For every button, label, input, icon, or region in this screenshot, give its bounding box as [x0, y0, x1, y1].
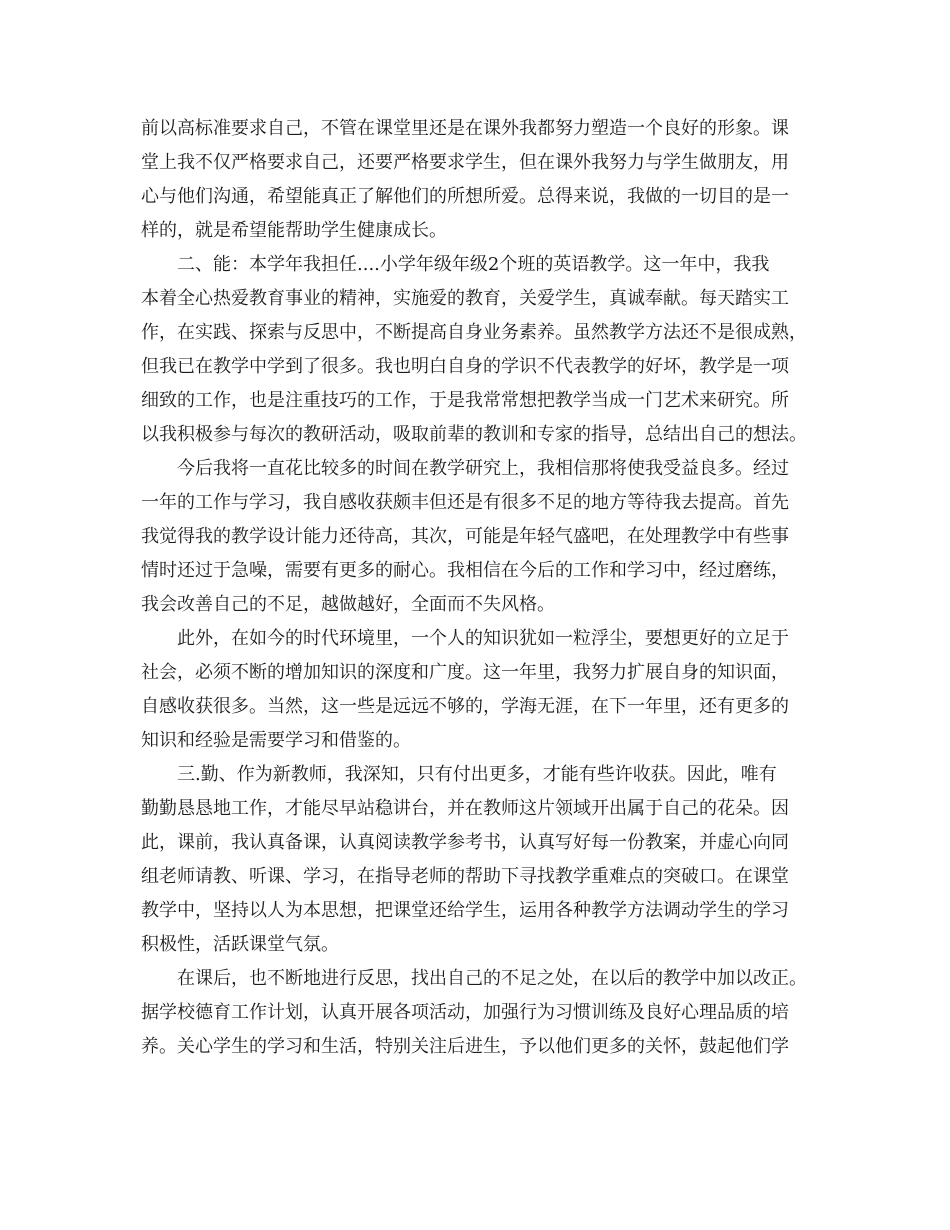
paragraph-4 — [141, 622, 831, 758]
text-line: 堂上我不仅严格要求自己，还要严格要求学生，但在课外我努力与学生做朋友，用 — [141, 152, 789, 173]
text-line: 社会，必须不断的增加知识的深度和广度。这一年里，我努力扩展自身的知识面， — [141, 662, 789, 683]
text-line: 细致的工作，也是注重技巧的工作，于是我常常想把教学当成一门艺术来研究。所 — [141, 390, 789, 411]
text-line: 教学中，坚持以人为本思想，把课堂还给学生，运用各种教学方法调动学生的学习 — [141, 900, 789, 921]
text-line: 样的，就是希望能帮助学生健康成长。 — [141, 220, 447, 241]
text-line: 知识和经验是需要学习和借鉴的。 — [141, 730, 411, 751]
paragraph-6 — [141, 962, 831, 1064]
text-line: 养。关心学生的学习和生活，特别关注后进生，予以他们更多的关怀，鼓起他们学 — [141, 1036, 789, 1057]
text-line: 我会改善自己的不足，越做越好，全面而不失风格。 — [141, 594, 555, 615]
text-line: 积极性，活跃课堂气氛。 — [141, 934, 339, 955]
text-line: 二、能：本学年我担任....小学年级年级2个班的英语教学。这一年中，我我 — [177, 254, 770, 275]
paragraph-5 — [141, 758, 831, 962]
text-line: 前以高标准要求自己，不管在课堂里还是在课外我都努力塑造一个良好的形象。课 — [141, 118, 789, 139]
paragraph-2 — [141, 248, 831, 452]
text-line: 组老师请教、听课、学习，在指导老师的帮助下寻找教学重难点的突破口。在课堂 — [141, 866, 789, 887]
text-line: 但我已在教学中学到了很多。我也明白自身的学识不代表教学的好坏，教学是一项 — [141, 356, 789, 377]
text-line: 据学校德育工作计划，认真开展各项活动，加强行为习惯训练及良好心理品质的培 — [141, 1002, 789, 1023]
text-line: 三.勤、作为新教师，我深知，只有付出更多，才能有些许收获。因此，唯有 — [177, 764, 777, 785]
text-line: 本着全心热爱教育事业的精神，实施爱的教育，关爱学生，真诚奉献。每天踏实工 — [141, 288, 789, 309]
text-line: 在课后，也不断地进行反思，找出自己的不足之处，在以后的教学中加以改正。 — [177, 968, 807, 989]
text-line: 我觉得我的教学设计能力还待高，其次，可能是年轻气盛吧，在处理教学中有些事 — [141, 526, 789, 547]
text-line: 今后我将一直花比较多的时间在教学研究上，我相信那将使我受益良多。经过 — [177, 458, 789, 479]
paragraph-1 — [141, 112, 831, 248]
text-line: 作，在实践、探索与反思中，不断提高自身业务素养。虽然教学方法还不是很成熟， — [141, 322, 807, 343]
document-body — [141, 112, 831, 1064]
text-line: 以我积极参与每次的教研活动，吸取前辈的教训和专家的指导，总结出自己的想法。 — [141, 424, 807, 445]
text-line: 自感收获很多。当然，这一些是远远不够的，学海无涯，在下一年里，还有更多的 — [141, 696, 789, 717]
text-line: 心与他们沟通，希望能真正了解他们的所想所爱。总得来说，我做的一切目的是一 — [141, 186, 789, 207]
text-line: 一年的工作与学习，我自感收获颇丰但还是有很多不足的地方等待我去提高。首先 — [141, 492, 789, 513]
text-line: 此，课前，我认真备课，认真阅读教学参考书，认真写好每一份教案，并虚心向同 — [141, 832, 789, 853]
text-line: 此外，在如今的时代环境里，一个人的知识犹如一粒浮尘，要想更好的立足于 — [177, 628, 789, 649]
text-line: 情时还过于急噪，需要有更多的耐心。我相信在今后的工作和学习中，经过磨练， — [141, 560, 789, 581]
text-line: 勤勤恳恳地工作，才能尽早站稳讲台，并在教师这片领域开出属于自己的花朵。因 — [141, 798, 789, 819]
paragraph-3 — [141, 452, 831, 622]
